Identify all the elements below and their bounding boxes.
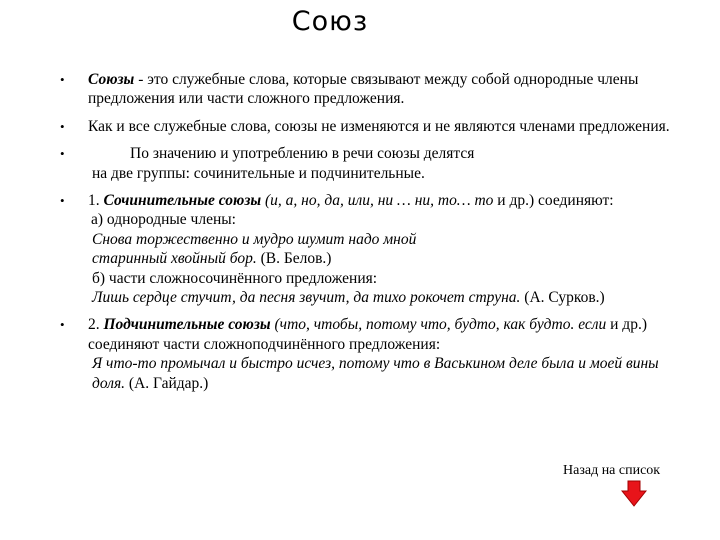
- coordinating-sub-a: а) однородные члены:: [91, 211, 236, 229]
- coordinating-sub-b: б) части сложносочинённого предложения:: [92, 269, 378, 287]
- coordinating-quote-2-author: (А. Сурков.): [520, 289, 605, 307]
- bullet-item-subordinating: [60, 315, 670, 393]
- coordinating-quote-2: Лишь сердце стучит, да песня звучит, да тихо рокочет струна.: [92, 289, 521, 307]
- red-down-arrow-icon[interactable]: [621, 480, 647, 507]
- coordinating-quote-1-line-1: Снова торжественно и мудро шумит надо мной: [92, 230, 417, 248]
- bullet-list: [60, 70, 670, 401]
- coordinating-quote-1-line-2: старинный хвойный бор.: [92, 250, 257, 268]
- subordinating-tail: и др.) соединяют части сложноподчинённого предложения:: [88, 316, 647, 353]
- groups-line-1: • По значению и употреблению в речи союзы делятся: [130, 145, 475, 163]
- bullet-item-service-words: [60, 117, 670, 136]
- term-subordinating: Подчинительные союзы: [103, 316, 271, 334]
- bullet-item-definition: [60, 70, 670, 109]
- subordinating-quote: Я что-то промычал и быстро исчез, потому что в Васькином деле была и моей вины доля.: [92, 355, 659, 392]
- coordinating-examples: (и, а, но, да, или, ни … ни, то… то: [261, 192, 494, 210]
- definition-text: - это служебные слова, которые связывают между собой однородные члены предложения или части сложного предложения.: [88, 71, 639, 108]
- subordinating-examples: (что, чтобы, потому что, будто, как будто. если: [270, 316, 607, 334]
- coordinating-quote-1-author: (В. Белов.): [256, 250, 332, 268]
- subordinating-number: 2.: [88, 316, 104, 334]
- subordinating-quote-author: (А. Гайдар.): [125, 374, 209, 392]
- back-to-list-link[interactable]: Назад на список: [563, 463, 661, 478]
- term-soyuzy: Союзы: [88, 71, 135, 88]
- term-coordinating: Сочинительные союзы: [103, 192, 262, 210]
- groups-line-2: на две группы: сочинительные и подчинительные.: [92, 164, 425, 182]
- coordinating-tail: и др.) соединяют:: [493, 192, 614, 210]
- service-words-text: Как и все служебные слова, союзы не изменяются и не являются членами предложения.: [88, 117, 670, 135]
- coordinating-number: 1.: [88, 192, 104, 210]
- bullet-item-groups: [60, 144, 670, 183]
- bullet-item-coordinating: [60, 191, 670, 307]
- slide-title: Союз: [291, 6, 369, 37]
